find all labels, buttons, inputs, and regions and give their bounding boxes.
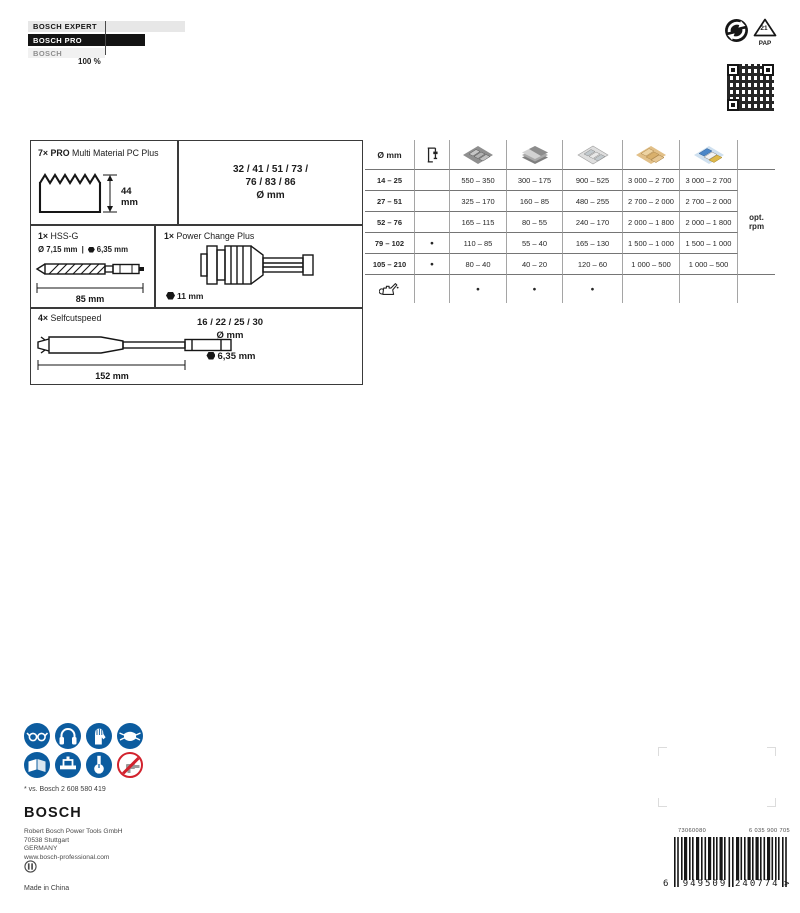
kit-contents-box — [30, 140, 363, 385]
separator: | — [81, 245, 84, 254]
hole-saw-name: Multi Material PC Plus — [72, 148, 159, 158]
divider — [31, 307, 362, 309]
stainless-steel-icon — [450, 140, 507, 170]
table-cell-stand — [415, 212, 450, 233]
rpm-unit-label — [738, 170, 775, 275]
spade-bit-title — [38, 313, 101, 323]
lubrication-cell: ● — [507, 275, 563, 303]
table-row-dia: 79 – 102 — [365, 233, 415, 254]
table-cell-stand: ● — [415, 233, 450, 254]
hole-saw-diameters-line2: 76 / 83 / 86 — [245, 177, 296, 188]
table-cell: 240 – 170 — [563, 212, 623, 233]
table-cell: 120 – 60 — [563, 254, 623, 275]
manufacturer-address — [24, 828, 122, 862]
table-cell: 3 000 – 2 700 — [623, 170, 680, 191]
address-line: Robert Bosch Power Tools GmbH — [24, 828, 123, 835]
table-cell: 480 – 255 — [563, 191, 623, 212]
table-cell: 325 – 170 — [450, 191, 507, 212]
lubrication-cell: ● — [450, 275, 507, 303]
wear-eye-protection-icon — [24, 723, 50, 749]
scale-100-line — [105, 21, 106, 55]
divider — [31, 224, 362, 226]
green-dot-icon — [724, 18, 749, 48]
ean-group1: 949509 — [682, 879, 728, 889]
table-row-dia: 27 – 51 — [365, 191, 415, 212]
spade-bit-qty: 4× — [38, 313, 49, 323]
pilot-drill-drawing — [35, 258, 149, 304]
spade-bit-diameter-unit: Ø mm — [216, 330, 244, 341]
table-cell: 2 700 – 2 000 — [623, 191, 680, 212]
hex-shank-icon — [166, 292, 175, 300]
table-cell: 160 – 85 — [507, 191, 563, 212]
table-cell: 40 – 20 — [507, 254, 563, 275]
table-cell: 80 – 55 — [507, 212, 563, 233]
hole-saw-diameters-line1: 32 / 41 / 51 / 73 / — [232, 164, 309, 175]
lubrication-cell — [415, 275, 450, 303]
adapter-name: Power Change Plus — [176, 231, 255, 241]
crop-mark — [767, 747, 776, 756]
hole-saw-depth-value: 44 — [121, 186, 132, 197]
ean-group2: 240774 — [735, 879, 780, 889]
hole-saw-diameter-unit: Ø mm — [256, 190, 285, 201]
spade-bit-name: Selfcutspeed — [50, 313, 102, 323]
qr-finder-icon — [727, 99, 739, 111]
lubrication-cell — [680, 275, 738, 303]
speed-table — [365, 140, 775, 303]
hole-saw-title — [38, 148, 159, 158]
hex-shank-icon — [88, 247, 95, 253]
hex-shank-icon — [206, 352, 215, 360]
scale-100-label: 100 % — [78, 57, 101, 66]
lubrication-cell — [623, 275, 680, 303]
table-cell: 1 000 – 500 — [680, 254, 738, 275]
order-number: 6 035 900 705 — [749, 828, 790, 834]
spade-bit-shank: 6,35 mm — [217, 351, 256, 362]
pilot-drill-length: 85 mm — [75, 294, 105, 304]
comparison-footnote: * vs. Bosch 2 608 580 419 — [24, 786, 106, 793]
adapter-drawing — [199, 242, 321, 288]
hole-saw-brand: PRO — [50, 148, 70, 158]
brand-bar-pro: BOSCH PRO — [28, 34, 145, 46]
lubrication-icon — [365, 275, 415, 303]
brand-bar-bosch: BOSCH — [28, 48, 105, 58]
hole-saw-depth-unit: mm — [121, 197, 138, 208]
table-row-dia: 14 – 25 — [365, 170, 415, 191]
ean-barcode — [660, 828, 792, 910]
safety-icons — [24, 723, 143, 778]
article-code: 73060080 — [678, 828, 707, 834]
table-cell: 55 – 40 — [507, 233, 563, 254]
address-line: www.bosch-professional.com — [24, 853, 110, 861]
hole-saw-diameters — [177, 141, 364, 224]
table-cell: 165 – 115 — [450, 212, 507, 233]
divider — [154, 225, 156, 307]
hole-saw-qty: 7× — [38, 148, 49, 158]
table-cell: 1 000 – 500 — [623, 254, 680, 275]
steel-profile-icon — [563, 140, 623, 170]
address-line: 70538 Stuttgart — [24, 836, 70, 844]
pilot-drill-spec — [38, 245, 128, 254]
hole-saw-drawing — [37, 167, 171, 219]
brand-bar-expert: BOSCH EXPERT — [28, 21, 185, 32]
table-cell: 2 700 – 2 000 — [680, 191, 738, 212]
drill-stand-icon — [415, 140, 450, 170]
table-cell-stand — [415, 191, 450, 212]
pilot-drill-diameter: Ø 7,15 mm — [38, 245, 78, 254]
table-row-dia: 105 – 210 — [365, 254, 415, 275]
adapter-shank-spec — [164, 291, 203, 301]
bosch-anchor-icon — [24, 860, 37, 878]
table-cell: 1 500 – 1 000 — [623, 233, 680, 254]
made-in-label: Made in China — [24, 885, 70, 892]
wear-dust-mask-icon — [117, 723, 143, 749]
rpm-label-line1: opt. — [749, 213, 764, 222]
diameter-header: Ø mm — [365, 140, 415, 170]
recycling-code: 21 — [760, 25, 768, 32]
recycling-pap-icon — [752, 18, 778, 47]
wood-icon — [623, 140, 680, 170]
rpm-label-line2: rpm — [748, 222, 765, 231]
table-cell: 110 – 85 — [450, 233, 507, 254]
table-cell: 900 – 525 — [563, 170, 623, 191]
spade-bit-diameters: 16 / 22 / 25 / 30 — [196, 317, 264, 328]
ean-prefix: 6 — [663, 879, 669, 889]
qr-code — [727, 64, 774, 111]
ean-suffix: > — [784, 879, 790, 889]
pilot-drill-name: HSS-G — [50, 231, 79, 241]
prohibition-icon — [117, 752, 143, 778]
table-cell: 165 – 130 — [563, 233, 623, 254]
table-cell: 550 – 350 — [450, 170, 507, 191]
table-cell-stand — [415, 170, 450, 191]
table-cell: 1 500 – 1 000 — [680, 233, 738, 254]
pilot-drill-title — [38, 231, 78, 241]
recycling-material: PAP — [758, 40, 772, 47]
adapter-qty: 1× — [164, 231, 175, 241]
adapter-title — [164, 231, 254, 241]
pilot-drill-qty: 1× — [38, 231, 49, 241]
table-cell-stand: ● — [415, 254, 450, 275]
crop-mark — [658, 798, 667, 807]
bosch-logo: BOSCH — [24, 805, 82, 821]
table-cell: 2 000 – 1 800 — [680, 212, 738, 233]
spade-bit-length: 152 mm — [95, 371, 129, 381]
multi-material-icon — [680, 140, 738, 170]
sheet-metal-icon — [507, 140, 563, 170]
clamp-workpiece-icon — [55, 752, 81, 778]
insert-bit-fully-icon — [86, 752, 112, 778]
crop-mark — [658, 747, 667, 756]
crop-mark — [767, 798, 776, 807]
table-row-dia: 52 – 76 — [365, 212, 415, 233]
read-manual-icon — [24, 752, 50, 778]
qr-finder-icon — [762, 64, 774, 76]
lubrication-cell: ● — [563, 275, 623, 303]
wear-gloves-icon — [86, 723, 112, 749]
table-cell: 2 000 – 1 800 — [623, 212, 680, 233]
wear-ear-protection-icon — [55, 723, 81, 749]
pilot-drill-shank: 6,35 mm — [96, 245, 129, 254]
address-line: GERMANY — [24, 845, 58, 853]
table-cell: 80 – 40 — [450, 254, 507, 275]
table-cell: 3 000 – 2 700 — [680, 170, 738, 191]
spade-bit-specs — [169, 316, 291, 363]
qr-finder-icon — [727, 64, 739, 76]
adapter-shank: 11 mm — [177, 291, 204, 301]
rpm-header-spacer — [738, 140, 775, 170]
table-cell: 300 – 175 — [507, 170, 563, 191]
